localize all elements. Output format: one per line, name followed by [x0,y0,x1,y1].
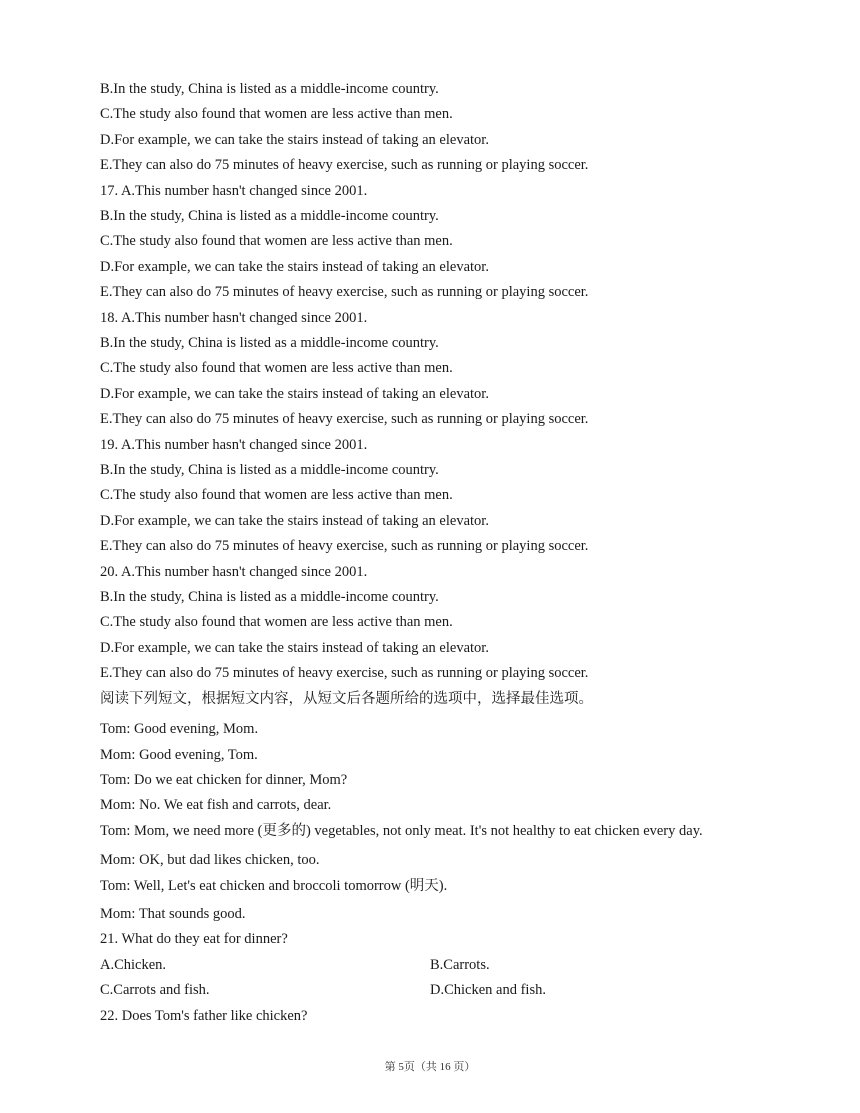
text-line: E.They can also do 75 minutes of heavy exercise, such as running or playing soccer. [100,411,589,427]
page-footer: 第 5页（共 16 页） [384,1061,476,1073]
text-line: D.For example, we can take the stairs instead of taking an elevator. [100,513,489,529]
text-line: C.The study also found that women are less active than men. [100,614,453,630]
text-line: C.The study also found that women are less active than men. [100,106,453,122]
dialogue-line: Tom: Mom, we need more (更多的) vegetables, not only meat. It's not healthy to eat chicken every day. [100,823,703,839]
dialogue-line: Mom: Good evening, Tom. [100,747,258,763]
option-a: A.Chicken. [100,957,167,973]
text-line: B.In the study, China is listed as a middle-income country. [100,335,439,351]
option-c: C.Carrots and fish. [100,982,210,998]
text-line: D.For example, we can take the stairs instead of taking an elevator. [100,386,489,402]
text-line: C.The study also found that women are less active than men. [100,487,453,503]
option-d: D.Chicken and fish. [430,982,546,998]
question-22: 22. Does Tom's father like chicken? [100,1008,308,1024]
text-line: B.In the study, China is listed as a middle-income country. [100,462,439,478]
option-b: B.Carrots. [430,957,490,973]
dialogue-line: Mom: No. We eat fish and carrots, dear. [100,797,332,813]
dialogue-line: Mom: OK, but dad likes chicken, too. [100,852,320,868]
text-line: B.In the study, China is listed as a middle-income country. [100,81,439,97]
text-line: E.They can also do 75 minutes of heavy exercise, such as running or playing soccer. [100,665,589,681]
text-line: D.For example, we can take the stairs instead of taking an elevator. [100,640,489,656]
question-19: 19. A.This number hasn't changed since 2001. [100,437,368,453]
text-line: B.In the study, China is listed as a middle-income country. [100,589,439,605]
text-line: C.The study also found that women are less active than men. [100,233,453,249]
dialogue-line: Tom: Good evening, Mom. [100,721,259,737]
question-20: 20. A.This number hasn't changed since 2001. [100,564,368,580]
question-18: 18. A.This number hasn't changed since 2001. [100,310,368,326]
text-line: E.They can also do 75 minutes of heavy exercise, such as running or playing soccer. [100,538,589,554]
text-line: B.In the study, China is listed as a middle-income country. [100,208,439,224]
question-21: 21. What do they eat for dinner? [100,931,288,947]
reading-instruction: 阅读下列短文，根据短文内容，从短文后各题所给的选项中，选择最佳选项。 [100,691,593,707]
text-line: E.They can also do 75 minutes of heavy exercise, such as running or playing soccer. [100,157,589,173]
text-line: E.They can also do 75 minutes of heavy exercise, such as running or playing soccer. [100,284,589,300]
text-line: D.For example, we can take the stairs instead of taking an elevator. [100,259,489,275]
question-17: 17. A.This number hasn't changed since 2001. [100,183,368,199]
dialogue-line: Mom: That sounds good. [100,906,246,922]
text-line: C.The study also found that women are less active than men. [100,360,453,376]
text-line: D.For example, we can take the stairs instead of taking an elevator. [100,132,489,148]
dialogue-line: Tom: Well, Let's eat chicken and broccoli tomorrow (明天). [100,878,448,894]
dialogue-line: Tom: Do we eat chicken for dinner, Mom? [100,772,348,788]
